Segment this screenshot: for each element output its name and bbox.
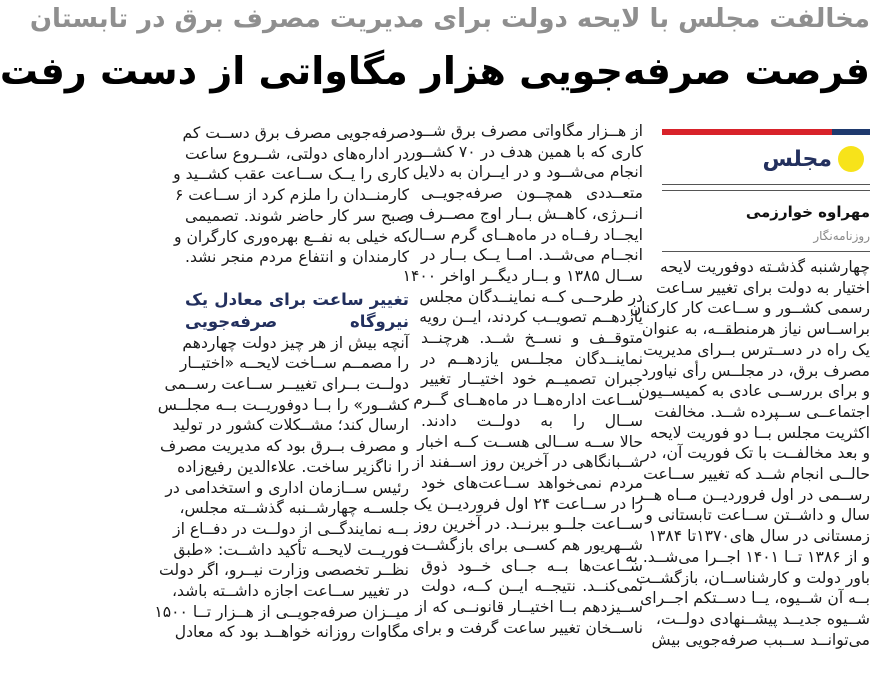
body-text-line: زمستانی در سال های۱۳۷۰تا ۱۳۸۴: [648, 527, 870, 546]
body-text-line: مصرف برق، در مجلــس رأی نیاورد: [641, 361, 870, 380]
body-text-line: براســاس نیاز هرمنطقــه، به عنوان: [641, 320, 870, 339]
body-text-line: انجــام می‌شــد. امــا یــک بــار در: [421, 246, 643, 265]
body-text-line: بــه آن شــیوه، یــا دســتکم اجــرای: [640, 589, 870, 608]
body-text-line: و از ۱۳۸۶ تــا ۱۴۰۱ اجــرا می‌شــد. به: [625, 547, 870, 566]
body-text-line: مگاوات روزانه خواهــد بود که معادل: [174, 623, 409, 642]
body-text-line: و برای بررســی عادی به کمیســیون: [638, 382, 870, 401]
body-text-line: جبران تصمیــم خود اختیــار تغییر: [421, 370, 643, 389]
body-text-line: صبح سر کار حاضر شوند. تصمیمی: [185, 206, 409, 225]
body-text-line: ناســخان تغییر ساعت گرفت و برای: [412, 618, 643, 637]
body-text-line: و بعد مخالفــت با تک فوریت آن، در: [642, 444, 870, 463]
body-text-line: دولــت بــرای تغییــر ســاعت رســمی: [164, 375, 409, 394]
body-text-line: یک راه در دســترس بــرای مدیریت: [643, 340, 870, 359]
body-text-line: را مصمــم ســاخت لایحــه «اختیــار: [179, 354, 409, 373]
author-role: روزنامه‌نگار: [813, 229, 870, 243]
body-text-line: مردم نمی‌خواهد ســاعت‌های خود: [421, 473, 643, 492]
body-text-line: چهارشنبه گذشـته دوفوریت لایحه: [660, 258, 870, 276]
body-text-line: کاری که با همین هدف در ۷۰ کشــور: [407, 142, 643, 161]
body-text-line: و مصرف بــرق بود که مدیریت مصرف: [160, 437, 409, 456]
main-headline: فرصت صرفه‌جویی هزار مگاواتی از دست رفت: [0, 49, 870, 93]
body-text-line: اختیار به دولت برای تغییر سـاعت: [655, 278, 870, 297]
body-text-line: نماینــدگان مجلــس یازدهــم در: [421, 349, 643, 368]
body-text-line: ارسال کند؛ مشــکلات کشور در تولید: [172, 416, 409, 435]
body-text-line: را در ســاعت ۲۴ اول فروردیــن یک: [413, 494, 643, 513]
body-text-line: بــه نمایندگــی از دولــت در دفــاع از: [173, 519, 409, 538]
column-right: [625, 257, 870, 650]
body-text-line: شــیوه جدیــد پیشــنهادی دولــت،: [655, 609, 870, 628]
yellow-dot-icon: [838, 146, 864, 172]
spacer: [185, 268, 409, 289]
column-middle: [402, 121, 643, 639]
body-text-line: ســاعت اداره‌هــا در ماه‌هــای گــرم: [413, 391, 643, 410]
body-text-line: در طرحــی کــه نماینــدگان مجلس: [419, 287, 643, 306]
body-text-line: متوقــف و نســخ شــد. هرچنــد: [421, 329, 643, 348]
body-text-line: رســمی در اول فروردیــن مــاه هــر: [636, 485, 870, 504]
section-header: [762, 142, 864, 176]
body-text-line: که خیلی به نفــع بهره‌وری کارگران و: [173, 227, 409, 246]
section-bar-red: [662, 129, 832, 135]
body-text-line: را ناگزیر ساخت. علاءالدین رفیع‌زاده: [177, 457, 409, 476]
body-text-line: حالــی انجام شــد که تغییر ســاعت: [643, 465, 870, 484]
body-text-line: ایجــاد رفــاه در ماه‌هــای گرم ســال: [407, 225, 643, 244]
body-text-line: نمی‌کنــد. نتیجــه ایــن کــه، دولت: [421, 577, 643, 596]
body-text-line: میــزان صرفه‌جویــی از هــزار تــا ۱۵۰۰: [154, 602, 409, 621]
body-text-line: شــبانگاهی در آخرین روز اســفند از: [412, 453, 643, 472]
body-text-line: می‌توانــد ســبب صرفه‌جویی بیش: [651, 630, 870, 649]
section-label: مجلس: [762, 146, 832, 172]
divider: [662, 190, 870, 191]
body-text-line: انجام می‌شــود و در ایــران به دلایل: [412, 163, 643, 182]
body-text-line: کشــور» را بــا دوفوریــت بــه مجلــس: [157, 395, 409, 414]
body-text-line: ســال را به دولــت دادند.: [421, 411, 643, 430]
body-text-line: کارمندان و انتفاع مردم منجر نشد.: [185, 248, 409, 267]
body-text-line: اکثریت مجلس بــا دو فوریت لایحه: [649, 423, 870, 442]
subheading-line: تغییر ساعت برای معادل یک: [185, 289, 409, 309]
column-left: [154, 123, 409, 643]
divider: [662, 184, 870, 185]
body-text-line: آنچه بیش از هر چیز دولت چهاردهم: [182, 333, 409, 352]
body-text-line: سال و داشــتن ســاعت تابستانی و: [645, 506, 870, 525]
body-text-line: کارمنــدان را ملزم کرد از ســاعت ۶: [174, 186, 409, 205]
body-text-line: ســاعت جلــو ببرنــد. در آخرین روز: [414, 515, 643, 534]
body-text-line: باور دولت و کارشناســان، بازگشــت: [635, 568, 870, 587]
body-text-line: شــهریور هم کســی برای بازگشــت: [411, 536, 643, 555]
body-text-line: اجتماعــی ســپرده شــد. مخالفت: [654, 402, 870, 421]
body-text-line: یازدهــم تصویــب کردند، ایــن رویه: [419, 308, 643, 327]
divider: [662, 251, 870, 252]
body-text-line: ســیزدهم بــا اختیــار قانونــی که از: [415, 598, 643, 617]
subheading-line: نیروگاه صرفه‌جویی: [185, 311, 409, 331]
section-color-bar: [662, 129, 870, 135]
body-text-line: انــرژی، کاهــش بــار اوج مصــرف و: [406, 204, 643, 223]
section-bar-blue: [832, 129, 870, 135]
body-text-line: در تغییر ســاعت اجازه داشــته باشد،: [171, 582, 409, 601]
body-text-line: ســال ۱۳۸۵ و بــار دیگــر اواخر ۱۴۰۰: [402, 266, 643, 285]
body-text-line: حالا ســه ســالی هســت کــه اخبار: [417, 432, 643, 451]
body-text-line: صرفه‌جویی مصرف برق دســت کم: [182, 124, 409, 142]
kicker-headline: مخالفت مجلس با لایحه دولت برای مدیریت مصرف برق در تابستان: [29, 4, 870, 34]
body-text-line: نظــر تخصصی وزارت نیــرو، اگر دولت: [159, 561, 409, 580]
body-text-line: جلســه چهارشــنبه گذشــته مجلس،: [179, 499, 409, 518]
body-text-line: رئیس ســازمان اداری و استخدامی در: [165, 478, 409, 497]
body-text-line: متعــددی همچــون صرفه‌جویــی: [421, 184, 643, 203]
body-text-line: کاری را یــک ســاعت عقب کشــید و: [173, 165, 409, 184]
author-name: مهراوه خوارزمی: [745, 203, 870, 221]
body-text-line: فوریــت لایحــه تأکید داشــت: «طبق: [173, 540, 409, 559]
body-text-line: رسمی کشــور و ســاعت کار کارکنان: [629, 299, 870, 318]
body-text-line: از هــزار مگاواتی مصرف برق شــود.: [403, 122, 643, 140]
body-text-line: ســاعت‌ها بــه جــای خــود ذوق: [421, 556, 643, 575]
body-text-line: در اداره‌های دولتی، شــروع ساعت: [185, 144, 409, 163]
